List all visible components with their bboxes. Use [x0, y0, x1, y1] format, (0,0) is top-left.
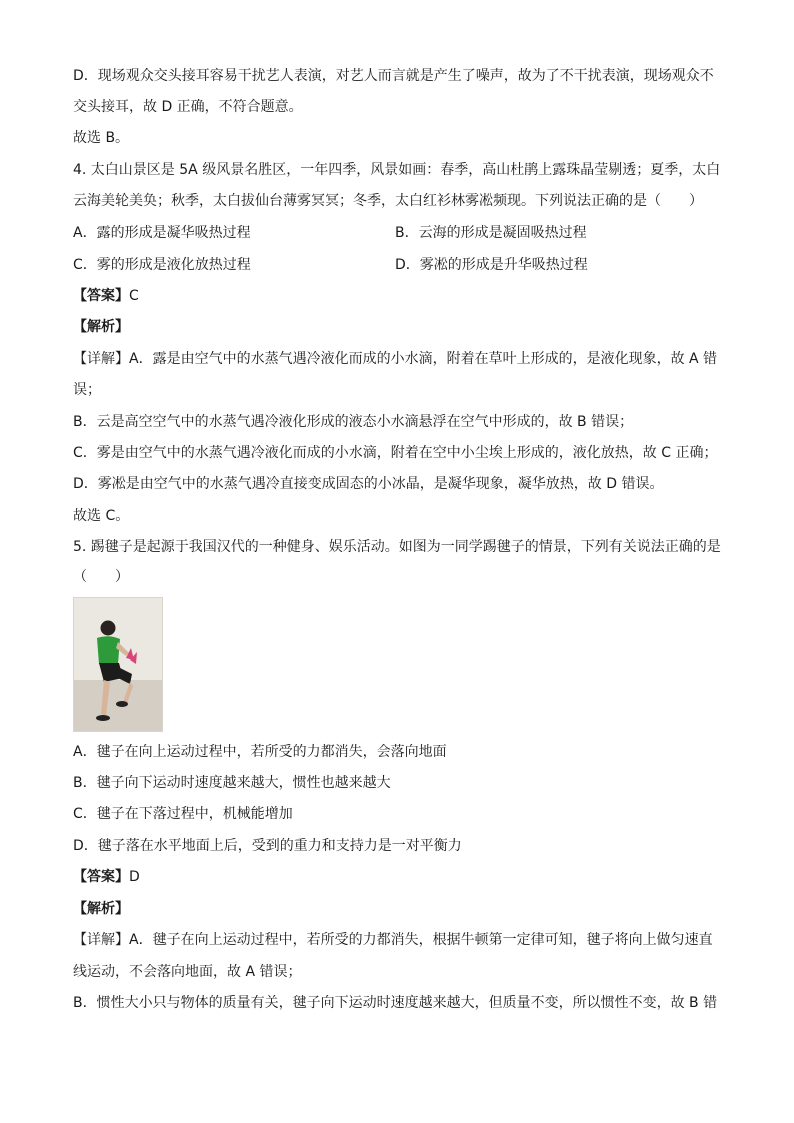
explanation-line: C．雾是由空气中的水蒸气遇冷液化而成的小水滴，附着在空中小尘埃上形成的，液化放热，故 C 正确；: [73, 445, 718, 461]
question-4-stem: 4. 太白山景区是 5A 级风景名胜区，一年四季，风景如画：春季，高山杜鹃上露珠晶莹剔透；夏季，太白: [73, 162, 721, 178]
explanation-line: D．雾凇是由空气中的水蒸气遇冷直接变成固态的小冰晶，是凝华现象，凝华放热，故 D 错误。: [73, 476, 664, 492]
explanation-line: B．惯性大小只与物体的质量有关，毽子向下运动时速度越来越大，但质量不变，所以惯性不变，故 B 错: [73, 995, 718, 1011]
answer-line: [73, 286, 139, 306]
answer-value: C: [129, 288, 139, 304]
question-5-option-d: D．毽子落在水平地面上后，受到的重力和支持力是一对平衡力: [73, 838, 462, 854]
text-line: D．现场观众交头接耳容易干扰艺人表演，对艺人而言就是产生了噪声，故为了不干扰表演，现场观众不: [73, 68, 714, 84]
question-4-option-d: D．雾凇的形成是升华吸热过程: [395, 257, 588, 273]
answer-label: 【答案】: [73, 288, 129, 304]
analysis-label: 【解析】: [73, 319, 129, 335]
explanation-line: 【详解】A．露是由空气中的水蒸气遇冷液化而成的小水滴，附着在草叶上形成的，是液化现象，故 A 错: [73, 351, 718, 367]
explanation-line: 误；: [73, 382, 101, 398]
explanation-line: 【详解】A．毽子在向上运动过程中，若所受的力都消失，根据牛顿第一定律可知，毽子将向上做匀速直: [73, 932, 713, 948]
question-5-option-b: B．毽子向下运动时速度越来越大，惯性也越来越大: [73, 775, 391, 791]
question-4-option-c: C．雾的形成是液化放热过程: [73, 257, 251, 273]
shuttlecock-kicking-photo: [73, 597, 163, 732]
explanation-line: 线运动，不会落向地面，故 A 错误；: [73, 964, 302, 980]
question-5-stem: 5. 踢毽子是起源于我国汉代的一种健身、娱乐活动。如图为一同学踢毽子的情景，下列有关说法正确的是: [73, 539, 721, 555]
text-line: 故选 B。: [73, 130, 130, 146]
explanation-line: B．云是高空空气中的水蒸气遇冷液化形成的液态小水滴悬浮在空气中形成的，故 B 错误；: [73, 414, 634, 430]
question-4-option-b: B．云海的形成是凝固吸热过程: [395, 225, 587, 241]
question-5-stem: （ ）: [73, 569, 129, 585]
answer-label: 【答案】: [73, 869, 129, 885]
kicking-figure-illustration: [74, 598, 162, 731]
text-line: 交头接耳，故 D 正确，不符合题意。: [73, 99, 303, 115]
question-4-option-a: A．露的形成是凝华吸热过程: [73, 225, 251, 241]
question-5-option-a: A．毽子在向上运动过程中，若所受的力都消失，会落向地面: [73, 744, 447, 760]
text-line: 故选 C。: [73, 508, 130, 524]
question-4-stem: 云海美轮美奂；秋季，太白拔仙台薄雾冥冥；冬季，太白红衫林雾凇频现。下列说法正确的是（ ）: [73, 193, 703, 209]
analysis-label: 【解析】: [73, 901, 129, 917]
answer-line: [73, 867, 140, 887]
question-5-option-c: C．毽子在下落过程中，机械能增加: [73, 806, 293, 822]
answer-value: D: [129, 869, 140, 885]
